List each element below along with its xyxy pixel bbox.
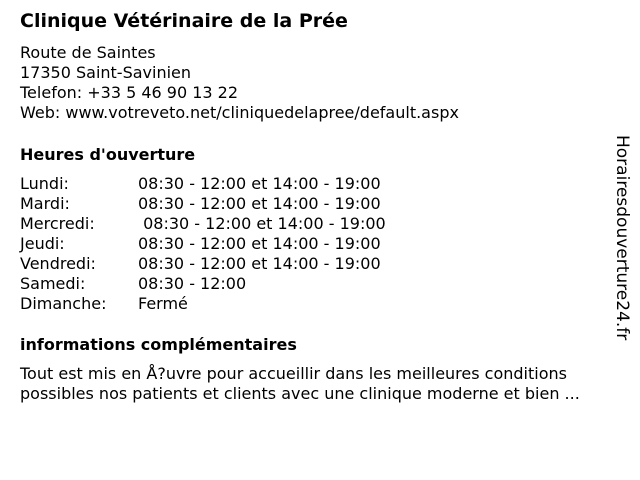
hours-day: Samedi: [20,274,86,293]
page-title: Clinique Vétérinaire de la Prée [20,10,348,32]
hours-time: 08:30 - 12:00 et 14:00 - 19:00 [138,234,381,253]
hours-day: Jeudi: [20,234,65,253]
address-street: Route de Saintes [20,43,156,62]
opening-hours-table [20,174,386,314]
hours-time: 08:30 - 12:00 et 14:00 - 19:00 [138,194,381,213]
hours-row [20,194,386,214]
hours-day: Mardi: [20,194,70,213]
info-text [20,364,630,404]
address-city: 17350 Saint-Savinien [20,63,192,82]
hours-day: Lundi: [20,174,69,193]
hours-row [20,234,386,254]
info-line: possibles nos patients et clients avec une clinique moderne et bien ... [20,384,580,403]
hours-time: 08:30 - 12:00 et 14:00 - 19:00 [138,214,386,233]
watermark-text: Horairesdouverture24.fr [612,135,632,341]
info-line: Tout est mis en Å?uvre pour accueillir dans les meilleures conditions [20,364,567,383]
hours-day: Mercredi: [20,214,95,233]
hours-row [20,214,386,234]
hours-time: 08:30 - 12:00 [138,274,247,293]
hours-time: 08:30 - 12:00 et 14:00 - 19:00 [138,254,381,273]
address-web: Web: www.votreveto.net/cliniquedelapree/default.aspx [20,103,459,122]
hours-time: Fermé [138,294,188,313]
address-phone: Telefon: +33 5 46 90 13 22 [20,83,239,102]
hours-row [20,254,386,274]
hours-row [20,274,386,294]
hours-day: Vendredi: [20,254,96,273]
info-heading: informations complémentaires [20,335,297,354]
hours-heading: Heures d'ouverture [20,145,196,164]
address-block [20,43,459,123]
hours-row [20,294,386,314]
hours-day: Dimanche: [20,294,107,313]
hours-row [20,174,386,194]
hours-time: 08:30 - 12:00 et 14:00 - 19:00 [138,174,381,193]
